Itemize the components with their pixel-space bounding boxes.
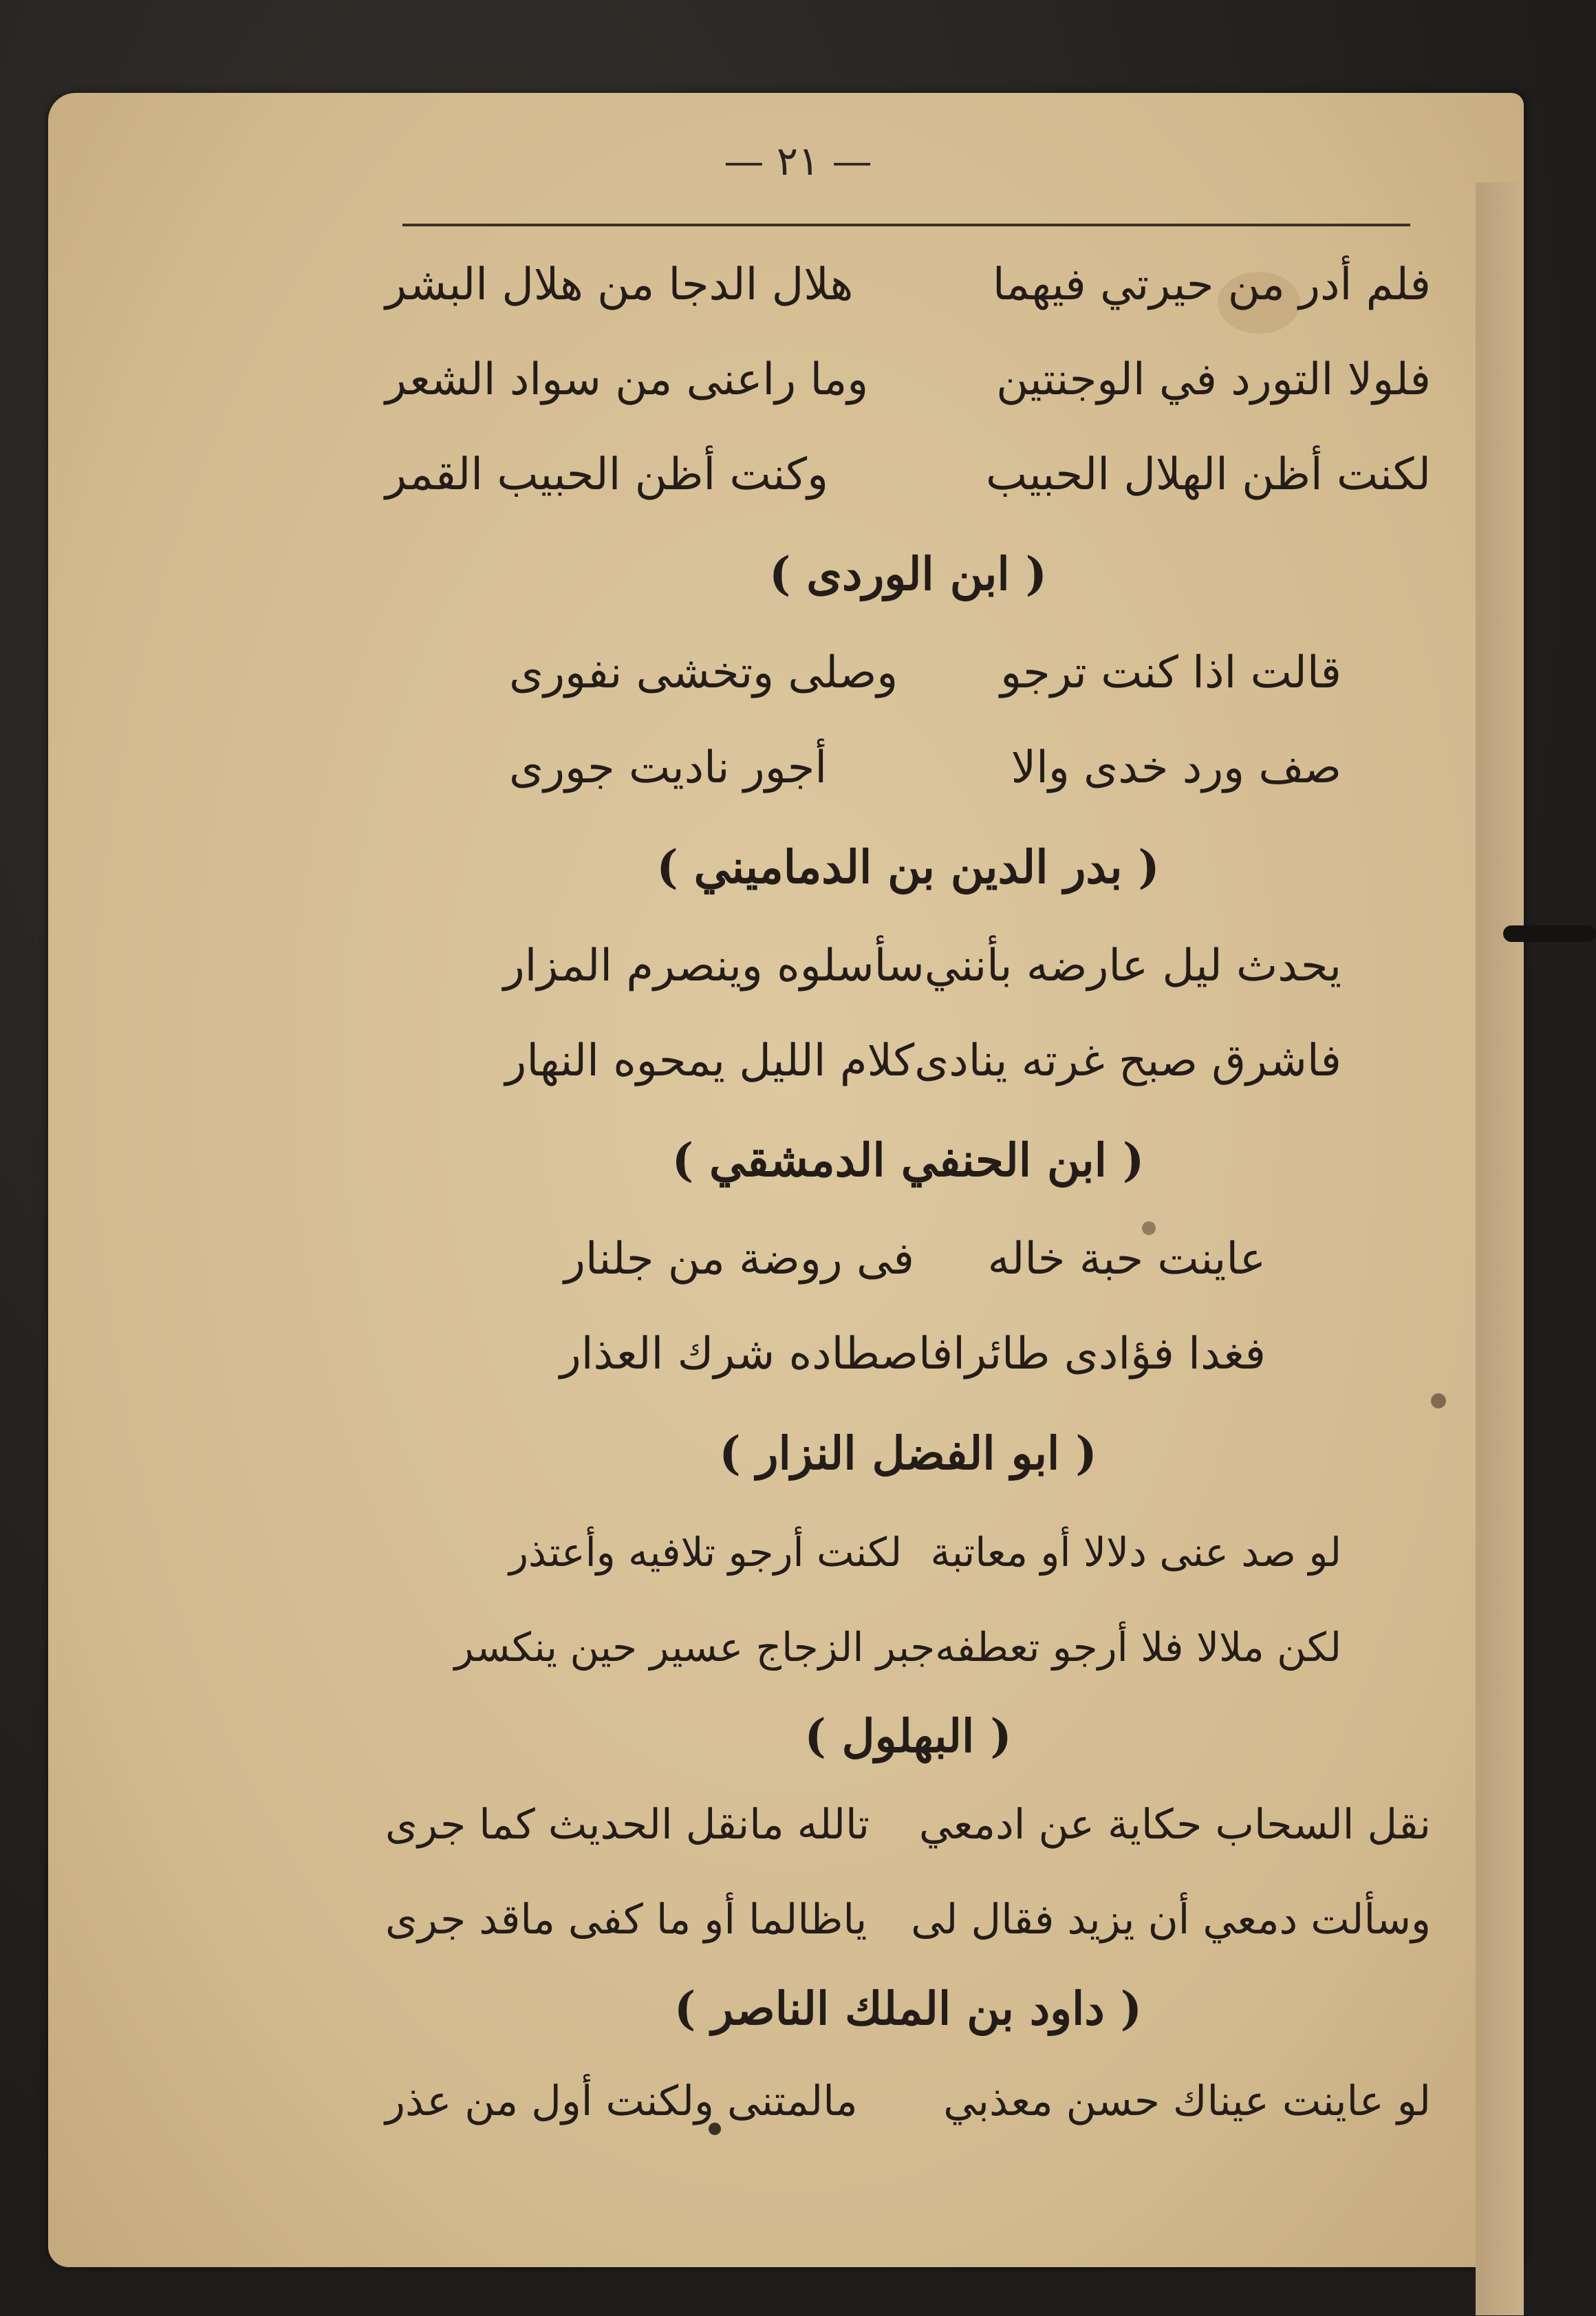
verse-second-hemistich: وما راعنى من سواد الشعر bbox=[385, 354, 869, 405]
verse-second-hemistich: وكنت أظن الحبيب القمر bbox=[385, 449, 829, 500]
verse-line bbox=[385, 237, 1431, 332]
verse-first-hemistich: قالت اذا كنت ترجو bbox=[1000, 647, 1341, 698]
verse-line bbox=[385, 427, 1431, 522]
verse-line bbox=[385, 1872, 1431, 1967]
poet-heading: ( بدر الدين بن الدماميني ) bbox=[656, 840, 1160, 894]
verse-first-hemistich: لكنت أظن الهلال الحبيب bbox=[986, 449, 1431, 500]
verse-line bbox=[385, 2050, 1431, 2153]
verse-line bbox=[385, 625, 1431, 720]
verse-first-hemistich: فلم أدر من حيرتي فيهما bbox=[992, 259, 1431, 310]
verse-second-hemistich: مالمتنى ولكنت أول من عذر bbox=[385, 2077, 858, 2125]
poet-heading: ( ابن الحنفي الدمشقي ) bbox=[671, 1133, 1145, 1187]
verse-first-hemistich: نقل السحاب حكاية عن ادمعي bbox=[918, 1801, 1431, 1849]
verse-first-hemistich: لكن ملالا فلا أرجو تعطفه bbox=[935, 1624, 1341, 1671]
verse-second-hemistich: سأسلوه وينصرم المزار bbox=[503, 941, 925, 991]
poet-heading: ( ابو الفضل النزار ) bbox=[719, 1426, 1097, 1480]
verse-line bbox=[385, 1600, 1431, 1695]
verse-line bbox=[385, 1212, 1431, 1307]
verse-second-hemistich: أجور ناديت جورى bbox=[509, 742, 828, 793]
verse-second-hemistich: تالله مانقل الحديث كما جرى bbox=[385, 1801, 870, 1849]
verse-line bbox=[385, 1307, 1431, 1402]
verse-line bbox=[385, 1014, 1431, 1108]
header-rule bbox=[402, 224, 1410, 226]
verse-first-hemistich: يحدث ليل عارضه بأنني bbox=[924, 941, 1341, 991]
poet-heading: ( ابن الوردى ) bbox=[769, 547, 1047, 601]
verse-first-hemistich: فلولا التورد في الوجنتين bbox=[996, 354, 1431, 405]
verse-second-hemistich: كلام الليل يمحوه النهار bbox=[505, 1036, 915, 1086]
verse-second-hemistich: ياظالما أو ما كفى ماقد جرى bbox=[385, 1896, 867, 1944]
verse-first-hemistich: عاينت حبة خاله bbox=[987, 1234, 1266, 1285]
verse-line bbox=[385, 720, 1431, 815]
verse-line bbox=[385, 1505, 1431, 1600]
poet-heading: ( البهلول ) bbox=[804, 1709, 1012, 1763]
ink-spot bbox=[1431, 1393, 1446, 1408]
verse-second-hemistich: لكنت أرجو تلافيه وأعتذر bbox=[509, 1529, 903, 1576]
page-edge bbox=[1476, 182, 1524, 2315]
verse-first-hemistich: صف ورد خدى والا bbox=[1011, 742, 1341, 793]
verse-second-hemistich: هلال الدجا من هلال البشر bbox=[385, 259, 854, 310]
verse-first-hemistich: وسألت دمعي أن يزيد فقال لى bbox=[911, 1896, 1431, 1944]
verse-line bbox=[385, 1777, 1431, 1872]
verse-second-hemistich: وصلى وتخشى نفورى bbox=[509, 647, 898, 698]
verse-first-hemistich: لو صد عنى دلالا أو معاتبة bbox=[930, 1529, 1341, 1576]
verse-second-hemistich: فاصطاده شرك العذار bbox=[559, 1329, 953, 1380]
verse-line bbox=[385, 919, 1431, 1014]
verse-second-hemistich: جبر الزجاج عسير حين ينكسر bbox=[454, 1624, 936, 1671]
verse-line bbox=[385, 332, 1431, 427]
page-number: — ٢١ — bbox=[724, 138, 872, 184]
verse-first-hemistich: فغدا فؤادى طائرا bbox=[953, 1329, 1266, 1380]
verse-first-hemistich: فاشرق صبح غرته ينادى bbox=[914, 1036, 1341, 1086]
poet-heading: ( داود بن الملك الناصر ) bbox=[674, 1982, 1142, 2035]
page-fold-mark bbox=[1503, 925, 1596, 942]
verse-first-hemistich: لو عاينت عيناك حسن معذبي bbox=[943, 2077, 1431, 2125]
poem-body bbox=[385, 237, 1431, 2153]
verse-second-hemistich: فى روضة من جلنار bbox=[564, 1234, 914, 1285]
